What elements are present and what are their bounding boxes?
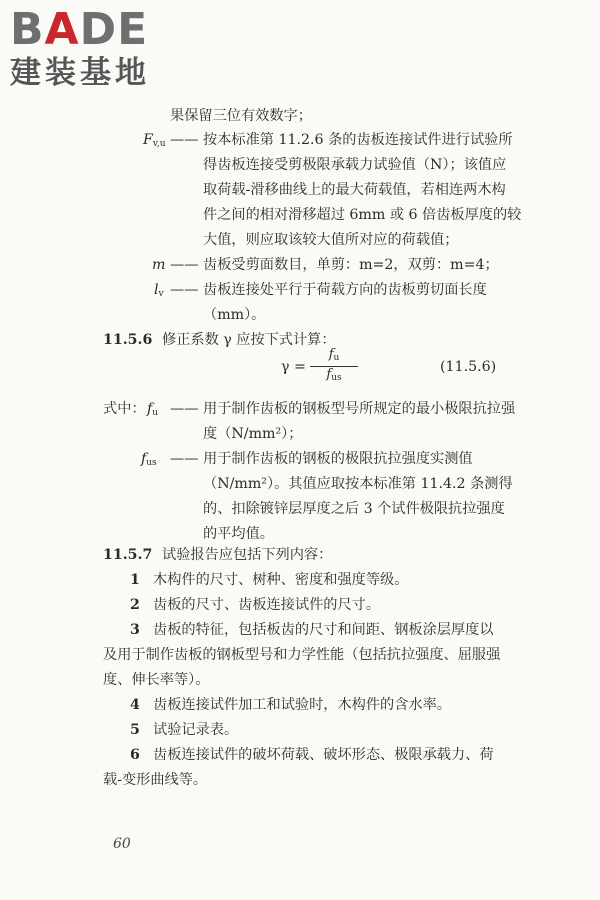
- definition-symbol: m: [152, 257, 166, 273]
- where-prefix: 式中：: [103, 401, 146, 417]
- definition-text: 取荷载-滑移曲线上的最大荷载值，若相连两木构: [203, 182, 506, 198]
- definition-dash: ——: [170, 451, 199, 467]
- definition-text: 用于制作齿板的钢板的极限抗拉强度实测值: [203, 451, 473, 467]
- definition-dash: ——: [170, 257, 199, 273]
- formula-lhs: γ =: [281, 359, 306, 375]
- list-item-text: 齿板的尺寸、齿板连接试件的尺寸。: [153, 597, 381, 613]
- equation-number: (11.5.6): [440, 359, 497, 375]
- definition-symbol: $F_{v,u}$: [143, 132, 166, 149]
- logo-letter-accent: A: [44, 4, 80, 55]
- definition-text: 的、扣除镀锌层厚度之后 3 个试件极限抗拉强度: [203, 501, 505, 517]
- definition-symbol: $f_{us}$: [141, 451, 157, 468]
- formula-denominator: $f_{us}$: [326, 367, 342, 383]
- definition-text: 齿板受剪面数目，单剪：m=2，双剪：m=4；: [203, 257, 499, 273]
- definition-dash: ——: [170, 132, 199, 148]
- logo-subtitle: 建装基地: [10, 55, 150, 91]
- definition-text: 得齿板连接受剪极限承载力试验值（N）；该值应: [203, 157, 507, 173]
- definition-text: 件之间的相对滑移超过 6mm 或 6 倍齿板厚度的较: [203, 207, 522, 223]
- section-number: 11.5.7: [103, 547, 153, 563]
- list-item-number: 4: [130, 697, 140, 713]
- definition-text: 按本标准第 11.2.6 条的齿板连接试件进行试验所: [203, 132, 513, 148]
- list-item-text: 度、伸长率等）。: [103, 672, 210, 688]
- formula-numerator: $f_u$: [310, 347, 358, 367]
- definition-dash: ——: [170, 401, 199, 417]
- section-text: 试验报告应包括下列内容：: [162, 547, 333, 563]
- definition-text: 大值，则应取该较大值所对应的荷载值；: [203, 232, 459, 248]
- list-item-number: 5: [130, 722, 140, 738]
- list-item-number: 1: [130, 572, 140, 588]
- list-item-number: 3: [130, 622, 140, 638]
- definition-symbol: $l_v$: [154, 282, 164, 299]
- list-item-text: 载-变形曲线等。: [103, 772, 208, 788]
- section-text: 修正系数 γ 应按下式计算：: [162, 332, 336, 348]
- list-item-number: 2: [130, 597, 140, 613]
- definition-text: 用于制作齿板的钢板型号所规定的最小极限抗拉强: [203, 401, 516, 417]
- definition-dash: ——: [170, 282, 199, 298]
- section-number: 11.5.6: [103, 332, 153, 348]
- list-item-text: 木构件的尺寸、树种、密度和强度等级。: [153, 572, 409, 588]
- definition-text: 度（N/mm²）；: [203, 426, 303, 442]
- list-item-text: 齿板连接试件的破坏荷载、破坏形态、极限承载力、荷: [153, 747, 494, 763]
- definition-text: （N/mm²）。其值应取按本标准第 11.4.2 条测得: [203, 476, 513, 492]
- definition-symbol: $f_u$: [147, 401, 159, 418]
- logo-letter: D: [79, 4, 118, 55]
- formula-fraction: [310, 347, 358, 386]
- definition-text: 齿板连接处平行于荷载方向的齿板剪切面长度: [203, 282, 487, 298]
- page-number: 60: [113, 836, 131, 852]
- list-item-text: 齿板的特征，包括板齿的尺寸和间距、钢板涂层厚度以: [153, 622, 494, 638]
- definition-text: （mm）。: [203, 307, 266, 323]
- list-item-text: 齿板连接试件加工和试验时，木构件的含水率。: [153, 697, 451, 713]
- list-item-text: 试验记录表。: [153, 722, 239, 738]
- logo-letter: B: [10, 4, 45, 55]
- continuation-text: 果保留三位有效数字；: [170, 108, 312, 124]
- list-item-text: 及用于制作齿板的钢板型号和力学性能（包括抗拉强度、屈服强: [103, 647, 501, 663]
- logo-letter: E: [117, 4, 149, 55]
- list-item-number: 6: [130, 747, 140, 763]
- definition-text: 的平均值。: [203, 526, 274, 542]
